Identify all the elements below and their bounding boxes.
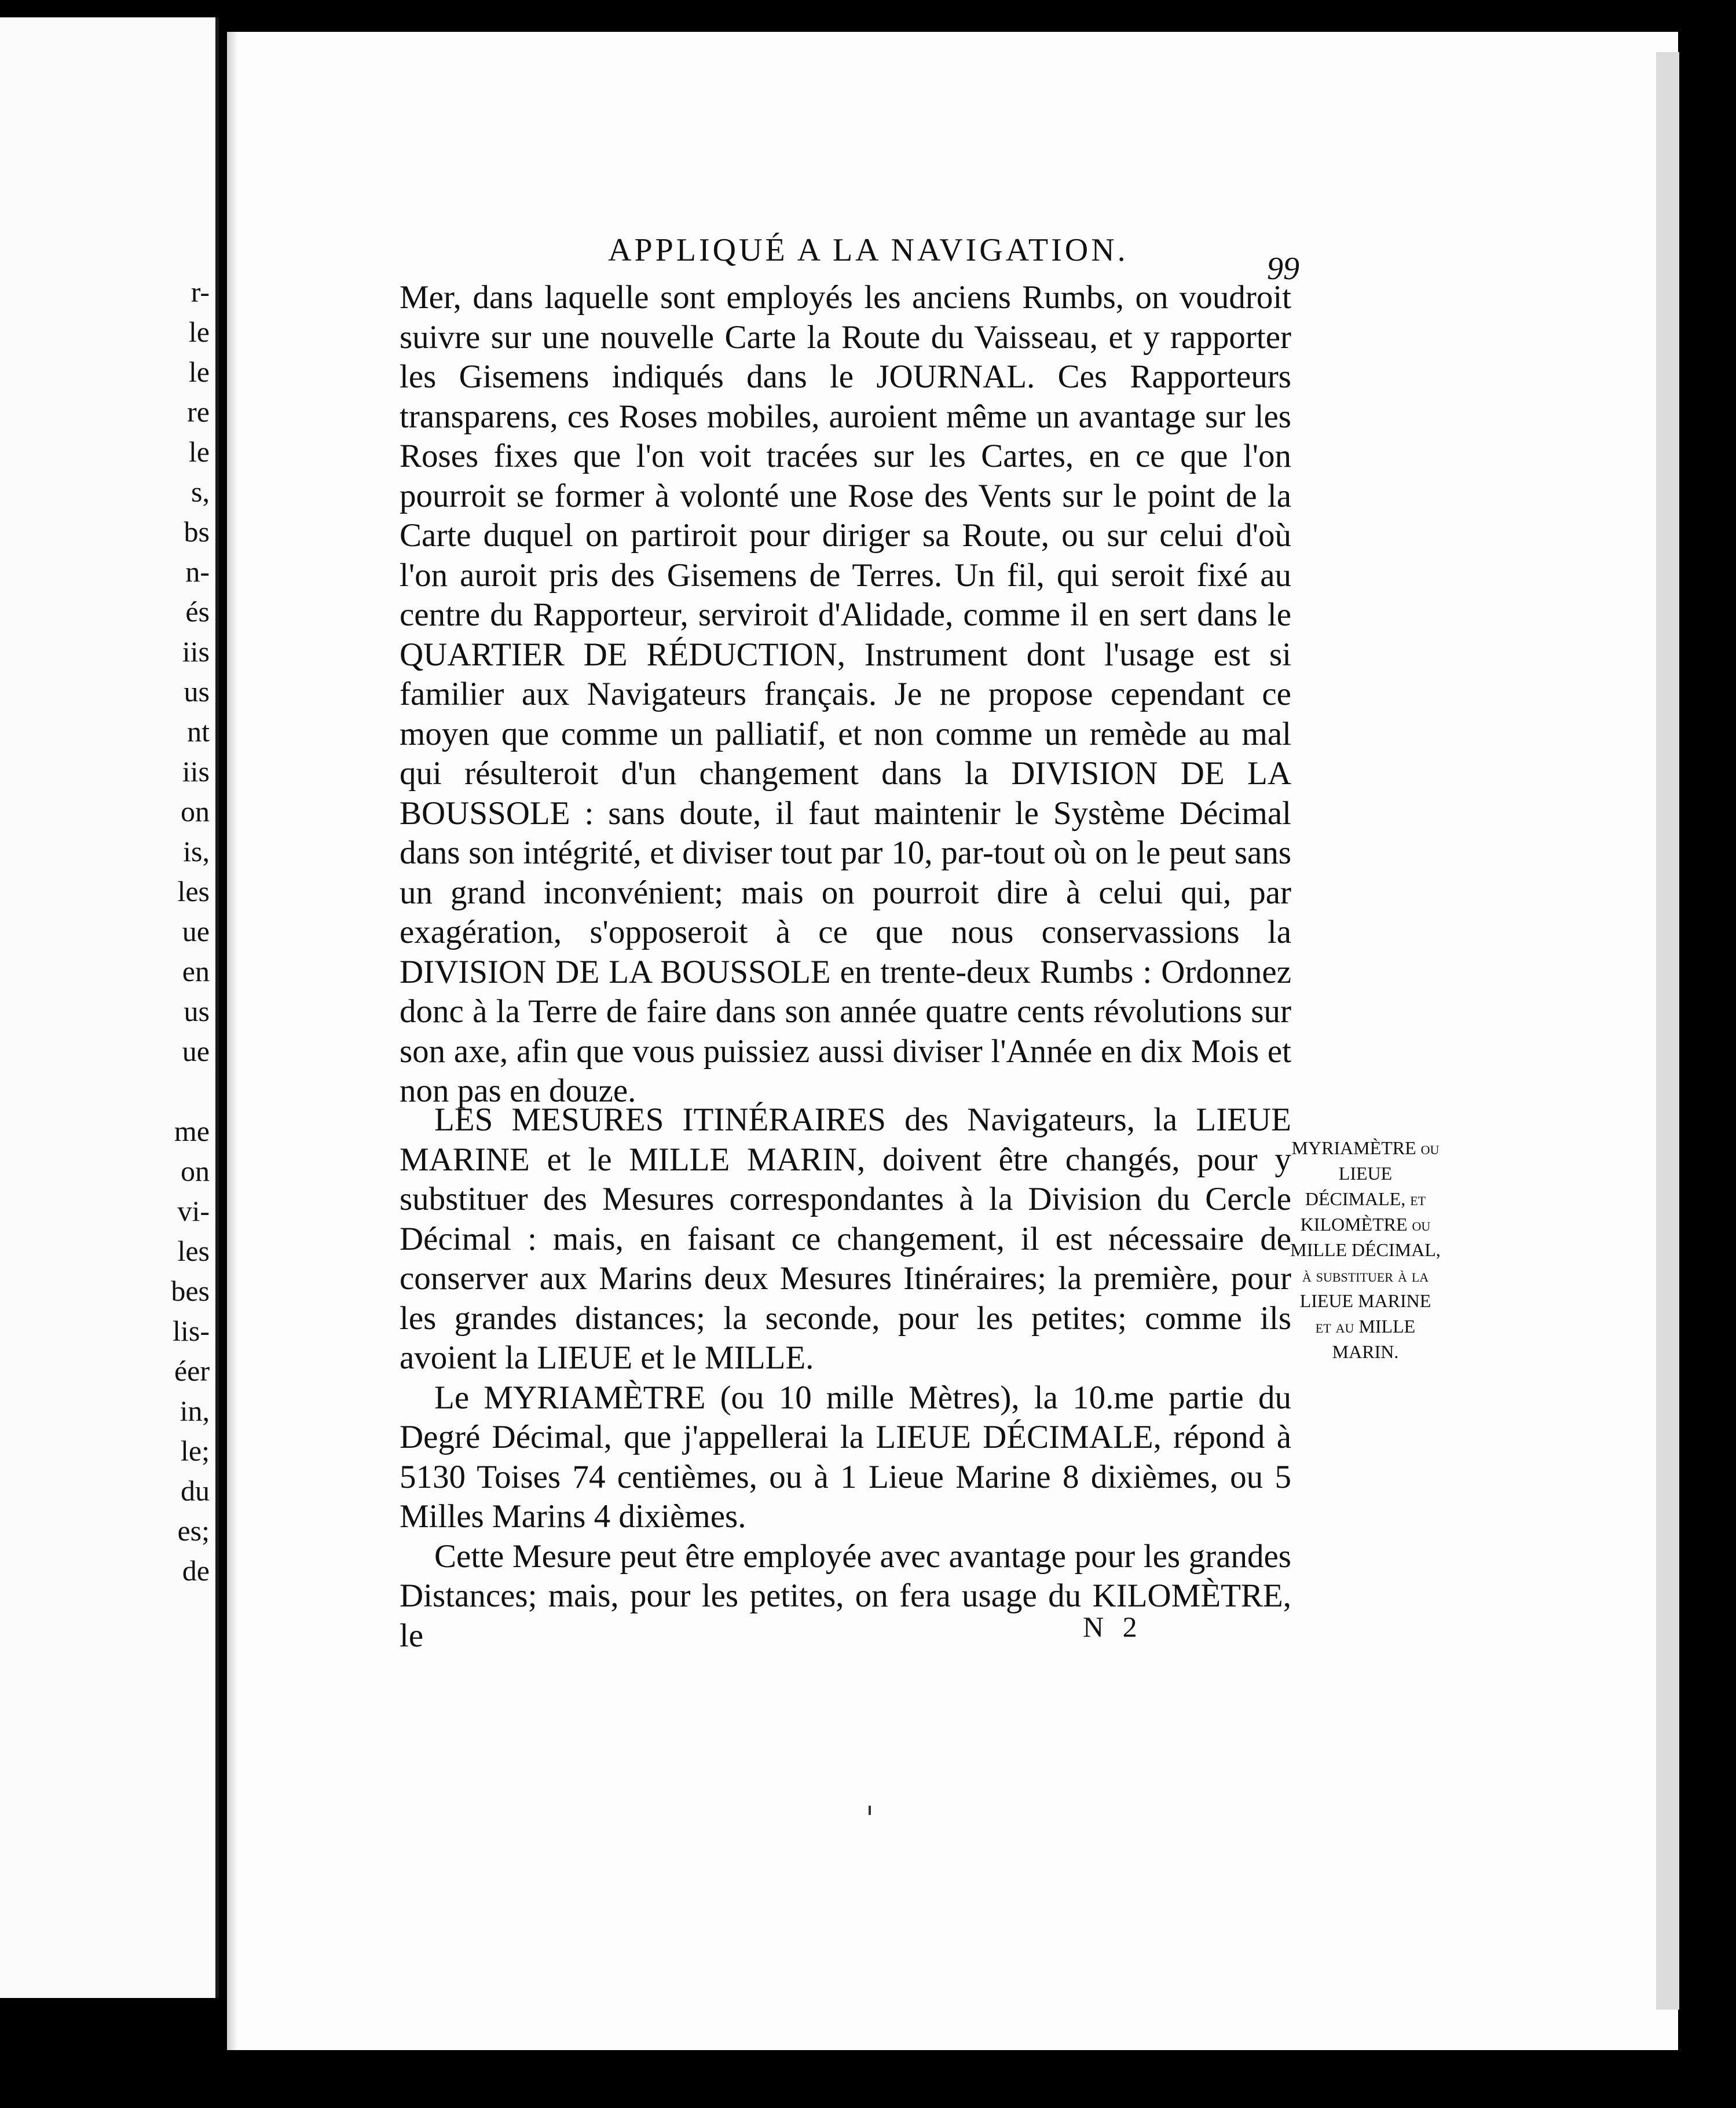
left-fragment-line: en bbox=[182, 955, 210, 987]
ink-speck bbox=[869, 1806, 871, 1815]
signature-mark: N 2 bbox=[1083, 1611, 1143, 1643]
gutter-shadow bbox=[227, 32, 237, 2050]
paragraph-2-text: LES MESURES ITINÉRAIRES des Navigateurs, la LIEUE MARINE et le MILLE MARIN, doivent être changés, pour y substituer des Mesures correspondantes à la Division du Cercle Décimal : mais, en faisant ce changement, il est nécessaire de conserver aux Marins deux Mesures Itinéraires; la première, pour les grandes distances; la seconde, pour les petites; comme ils avoient la LIEUE et le MILLE. bbox=[400, 1101, 1291, 1376]
left-fragment-line: bs bbox=[184, 515, 210, 548]
left-fragment-line: us bbox=[184, 675, 210, 708]
left-fragment-line: es; bbox=[177, 1514, 210, 1547]
paragraph-4-text: Cette Mesure peut être employée avec avantage pour les grandes Distances; mais, pour les petites, on fera usage du KILOMÈTRE, le bbox=[400, 1538, 1291, 1654]
paragraph-text: Mer, dans laquelle sont employés les anciens Rumbs, on voudroit suivre sur une nouvelle Carte la Route du Vaisseau, et y rapporter les Gisemens indiqués dans le JOURNAL. Ces Rapporteurs transparens, ces Roses mobiles, auroient même un avantage sur les Roses fixes que l'on voit tracées sur les Cartes, en ce que l'on pourroit se former à volonté une Rose des Vents sur le point de la Carte duquel on partiroit pour diriger sa Route, ou sur celui d'où l'on auroit pris des Gisemens de Terres. Un fil, qui seroit fixé au centre du Rapporteur, serviroit d'Alidade, comme il en sert dans le QUARTIER DE RÉDUCTION, Instrument dont l'usage est si familier aux Navigateurs français. Je ne propose cependant ce moyen que comme un palliatif, et non comme un remède au mal qui résulteroit d'un changement dans la DIVISION DE LA BOUSSOLE : sans doute, il faut maintenir le Système Décimal dans son intégrité, et diviser tout par 10, par-tout où on le peut sans un grand inconvénient; mais on pourroit dire à celui qui, par exagération, s'opposeroit à ce que nous conservassions la DIVISION DE LA BOUSSOLE en trente-deux Rumbs : Ordonnez donc à la Terre de faire dans son année quatre cents révolutions sur son axe, afin que vous puissiez aussi diviser l'Année en dix Mois et non pas en douze. bbox=[400, 279, 1291, 1109]
left-fragment-line: us bbox=[184, 995, 210, 1027]
left-fragment-line: lis- bbox=[173, 1315, 210, 1347]
left-fragment-line: bes bbox=[171, 1275, 210, 1307]
left-fragment-line: in, bbox=[180, 1395, 210, 1427]
left-page-text-fragments bbox=[0, 272, 210, 1591]
left-fragment-line: on bbox=[181, 795, 210, 828]
left-fragment-line: le bbox=[188, 316, 210, 348]
left-fragment-line: vi- bbox=[177, 1195, 210, 1227]
left-fragment-line: les bbox=[177, 1235, 210, 1267]
left-fragment-line: nt bbox=[187, 715, 210, 748]
paragraph-3-text: Le MYRIAMÈTRE (ou 10 mille Mètres), la 10.me partie du Degré Décimal, que j'appellerai la LIEUE DÉCIMALE, répond à 5130 Toises 74 centièmes, ou à 1 Lieue Marine 8 dixièmes, ou 5 Milles Marins 4 dixièmes. bbox=[400, 1379, 1291, 1535]
left-fragment-line: n- bbox=[185, 555, 210, 588]
left-fragment-line: is, bbox=[183, 835, 210, 868]
left-fragment-line: les bbox=[177, 875, 210, 907]
left-fragment-line: és bbox=[185, 595, 210, 628]
left-fragment-line: re bbox=[187, 396, 210, 428]
left-fragment-line: ue bbox=[182, 915, 210, 947]
left-fragment-line: iis bbox=[182, 755, 210, 788]
left-fragment-line: iis bbox=[182, 635, 210, 668]
left-fragment-line: le; bbox=[181, 1434, 210, 1467]
body-section-mesures bbox=[400, 1100, 1291, 1656]
page-number: 99 bbox=[1267, 251, 1299, 287]
left-fragment-line: on bbox=[181, 1155, 210, 1187]
left-fragment-line: éer bbox=[174, 1355, 210, 1387]
left-fragment-line: r- bbox=[191, 276, 210, 308]
left-fragment-line: le bbox=[188, 356, 210, 388]
running-head: APPLIQUÉ A LA NAVIGATION. bbox=[608, 232, 1129, 268]
left-fragment-line: me bbox=[174, 1115, 210, 1147]
left-fragment-line: ue bbox=[182, 1035, 210, 1067]
marginal-note: MYRIAMÈTRE ou LIEUE DÉCIMALE, et KILOMÈTRE ou MILLE DÉCIMAL, à substituer à la LIEUE MARINE et au MILLE MARIN. bbox=[1290, 1137, 1441, 1362]
left-facing-page bbox=[0, 17, 219, 1998]
page-edge bbox=[1656, 52, 1679, 2010]
left-fragment-line: du bbox=[181, 1474, 210, 1507]
left-fragment-line: de bbox=[182, 1554, 210, 1587]
left-fragment-line bbox=[0, 1071, 210, 1111]
body-paragraph-1 bbox=[400, 278, 1291, 1111]
left-fragment-line: le bbox=[188, 435, 210, 468]
left-fragment-line: s, bbox=[191, 475, 210, 508]
